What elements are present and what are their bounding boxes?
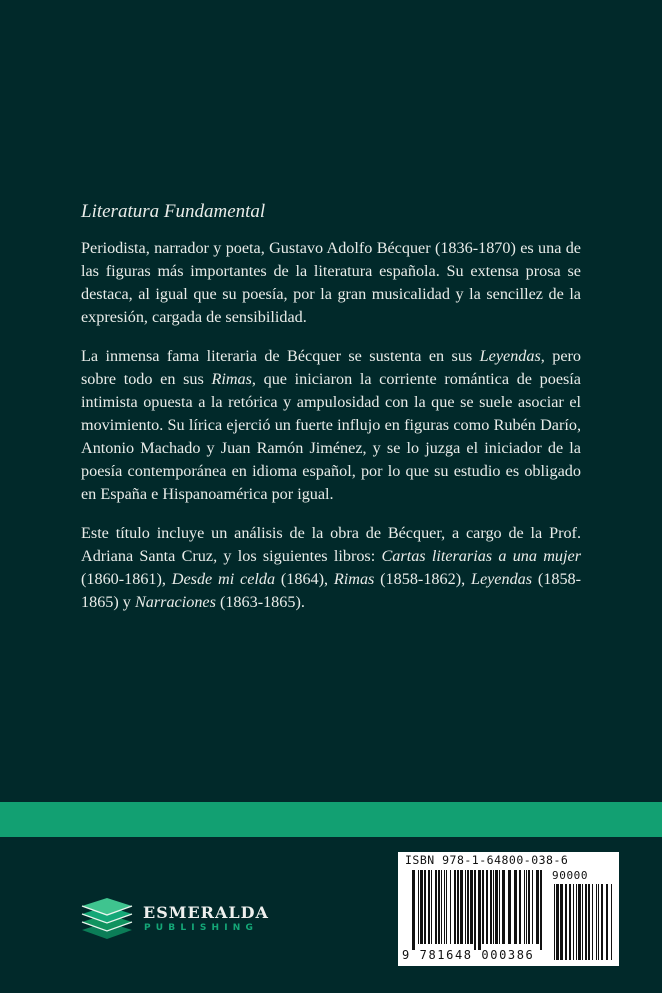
barcode-bar	[524, 870, 525, 944]
barcode-bar	[514, 870, 517, 944]
stacked-books-icon	[80, 893, 134, 941]
back-cover-text	[81, 200, 581, 614]
barcode-bar	[418, 870, 419, 944]
publisher-subtitle: PUBLISHING	[144, 923, 259, 933]
barcode-bar	[454, 870, 456, 944]
barcode-bar	[592, 884, 593, 960]
barcode-bar	[441, 870, 442, 944]
barcode-bar	[444, 870, 445, 944]
barcode-bar	[431, 870, 432, 944]
barcode-bar	[532, 870, 533, 944]
barcode-bar	[420, 870, 423, 944]
isbn-barcode	[398, 852, 619, 966]
ean-digits: 9 781648 000386	[402, 948, 535, 962]
barcode-bar	[560, 884, 563, 960]
italic-title: Desde mi celda	[171, 570, 276, 588]
barcode-bar	[478, 870, 481, 950]
barcode-bar	[519, 870, 521, 944]
barcode-bar	[540, 870, 542, 950]
italic-title: Leyendas	[479, 347, 541, 365]
barcode-bar	[486, 870, 488, 944]
barcode-bar	[412, 870, 415, 950]
barcode-bar	[502, 870, 505, 944]
barcode-bar	[495, 870, 498, 944]
italic-title: Cartas literarias a una mujer	[381, 547, 581, 565]
italic-title: Leyendas	[470, 570, 533, 588]
barcode-bar	[435, 870, 437, 944]
paragraph-1: Periodista, narrador y poeta, Gustavo Adolfo Bécquer (1836-1870) es una de las figuras más importantes de la literatura española. Su extensa prosa se destaca, al igual que su poesía, por la gran musicalidad y la sencillez de la expresión, cargada de sensibilidad.	[81, 239, 581, 326]
barcode-bar	[490, 870, 492, 944]
barcode-bar	[598, 884, 599, 960]
barcode-bar	[578, 884, 581, 960]
barcode-bar	[576, 884, 577, 960]
barcode-bar	[438, 870, 440, 944]
barcode-bar	[611, 884, 612, 960]
barcode-bar	[528, 870, 530, 944]
barcode-bar	[460, 870, 463, 944]
italic-title: Rimas	[211, 370, 252, 388]
italic-title: Rimas	[333, 570, 375, 588]
barcode-bar	[450, 870, 451, 944]
barcode-bar	[536, 870, 539, 944]
barcode-bar	[556, 884, 559, 960]
barcode-bar	[474, 870, 476, 950]
paragraph-2: La inmensa fama literaria de Bécquer se sustenta en sus Leyendas, pero sobre todo en sus Rimas, que iniciaron la corriente romántica de poesía intimista opuesta a la retórica y ampulosidad con la que se suele asociar el movimiento. Su lírica ejerció un fuerte influjo en figuras como Rubén Darío, Antonio Machado y Juan Ramón Jiménez, y se lo juzga el iniciador de la poesía contemporánea en idioma español, por lo que su estudio es obligado en España e Hispanoamérica por igual.	[81, 347, 582, 503]
barcode-bar	[482, 870, 484, 944]
accent-band	[0, 802, 662, 837]
publisher-name: ESMERALDA	[143, 903, 269, 922]
isbn-label: ISBN 978-1-64800-038-6	[405, 853, 569, 867]
barcode-bar	[526, 870, 527, 944]
barcode-bar	[573, 884, 574, 960]
barcode-bar	[470, 870, 473, 944]
barcode-bar	[465, 870, 466, 944]
barcode-bar	[499, 870, 500, 944]
barcode-bar	[424, 870, 426, 944]
barcode-bar	[585, 884, 587, 960]
series-title: Literatura Fundamental	[81, 201, 266, 222]
paragraph-3: Este título incluye un análisis de la obra de Bécquer, a cargo de la Prof. Adriana Santa Cruz, y los siguientes libros: Cartas literarias a una mujer (1860-1861), Desde mi celda (1864), Rimas (1858-1862), Leyendas (1858-1865) y Narraciones (1863-1865).	[81, 524, 582, 611]
barcode-bar	[596, 884, 597, 960]
barcode-bar	[457, 870, 459, 944]
barcode-bar	[588, 884, 590, 960]
barcode-bar	[601, 884, 603, 960]
barcode-bar	[569, 884, 571, 960]
italic-title: Narraciones	[134, 593, 216, 611]
barcode-bar	[467, 870, 469, 944]
barcode-bar	[565, 884, 567, 960]
barcode-bar	[582, 884, 583, 960]
barcode-bar	[508, 870, 511, 944]
barcode-bar	[606, 884, 608, 960]
barcode-bar	[493, 870, 494, 944]
barcode-bar	[554, 884, 555, 960]
barcode-bar	[428, 870, 430, 944]
barcode-bar	[446, 870, 447, 944]
publisher-logo	[80, 893, 310, 943]
price-code: 90000	[552, 869, 589, 882]
